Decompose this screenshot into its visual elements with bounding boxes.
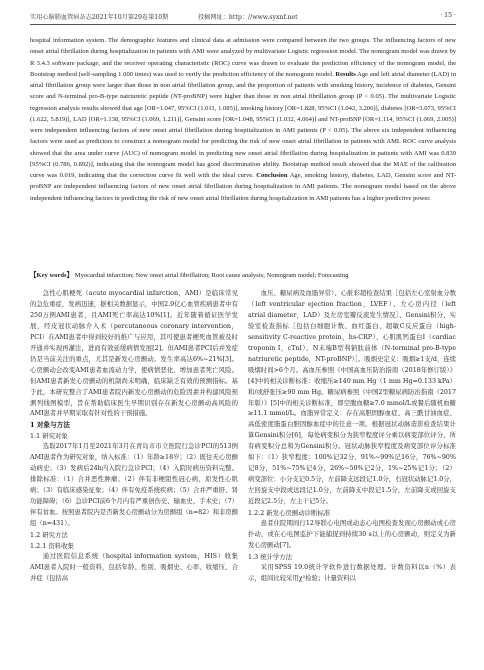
- page-header: [30, 12, 456, 28]
- conclusion-label: Conclusion: [256, 172, 288, 179]
- diagnosis-paragraph: 患者住院期间行12导联心电图或动态心电图检查发现心房颤动或心房扑动，或在心电图监护下能捕捉到持续30 s以上的心房颤动，则定义为新发心房颤动[7]。: [248, 520, 456, 549]
- subsection-heading-statistics: 1.3 统计学方法: [248, 552, 293, 561]
- subsection-heading-diagnosis: 1.2.2 新发心房颤动诊断标准: [248, 509, 331, 518]
- journal-title: 实用心脑肺血管病杂志2021年10月第29卷第10期: [30, 14, 169, 21]
- body-column-right: [248, 289, 456, 585]
- data-collection-continued-paragraph: 血压、糖尿病及血脂异常）、心脏彩超检查结果［包括左心室射血分数（left ventricular ejection fraction，LVEF）、左心房内径（left atrial diameter，LAD）及左房室瓣反流发生情况］、Gensini积分、实验室检查指标［包括白细胞计数、血红蛋白、超敏C反应蛋白（high-sensitivity C-reactive protein，hs-CRP）、心肌肌钙蛋白I（cardiac troponin I，cTnI）、N末端B型利钠肽前体（N-terminal pro-B-type natriuretic peptide，NT-proBNP）］。吸烟史定义：吸烟≥1支/d，连续吸烟时间>6个月。高血压参照《中国高血压防治指南（2018年修订版）》[4]中的相关诊断标准：收缩压≥140 mm Hg（1 mm Hg=0.133 kPa）和/或舒张压≥90 mm Hg。糖尿病参照《中国2型糖尿病防治指南（2017年版）》[5]中的相关诊断标准，即空腹血糖≥7.0 mmol/L或餐后随机血糖≥11.1 mmol/L。血脂异常定义：存在高胆固醇血症、高三酰甘油血症、高低密度脂蛋白胆固醇血症中的任意一项。根据冠状动脉造影检查结果计算Gensini积分[6]，每处病变积分为狭窄程度评分乘以病变部位评分，所有病变积分总和为Gensini积分。冠状动脉狭窄程度及病变部位评分标准如下：（1）狭窄程度：100%记32分，91%~99%记16分，76%~90%记8分，51%~75%记4分，26%~50%记2分，1%~25%记1分；（2）病变部位：小分支记0.5分，左前降支远段记1.0分，右冠状动脉记1.0分，左回旋支中段或远段记1.0分，左前降支中段记1.5分，左前降支或回旋支近段记2.5分，左主干记5分。: [248, 290, 456, 506]
- section-heading-methods: 1 对象与方法: [30, 421, 70, 430]
- results-label: Results: [335, 70, 356, 78]
- abstract-results-text: Age and left atrial diameter (LAD) in atrial fibrillation group were larger than those in non atrial fibrillation group, and the proportion of patients with smoking history, incidence of diabetes, Gensini score and N-terminal pro-B-type natriuretic peptide (NT-proBNP) were higher than those in non atrial fibrillation group (P < 0.05). The multivariate Logistic regression analysis results showed that age [OR=1.047, 95%CI (1.011, 1.085)], smoking history [OR=1.828, 95%CI (1.042, 3.206)], diabetes [OR=3.073, 95%CI (1.622, 5.819)], LAD [OR=1.138, 95%CI (1.069, 1.211)], Gensini score [OR=1.048, 95%CI (1.032, 4.064)] and NT-proBNP [OR=1.114, 95%CI (1.069, 2.005)] were independent influencing factors of new onset atrial fibrillation during hospitalization in AMI patients (P < 0.05). The above six independent influencing factors were used as predictors to construct a nomogram model for predicting the risk of new onset atrial fibrillation in patients with AMI. ROC curve analysis showed that the area under curve (AUC) of nomogram model in predicting new onset atrial fibrillation during hospitalization in patients with AMI was 0.839 [95%CI (0.786, 0.892)], indicating that the nomogram model has good discrimination ability. Bootstrap method result showed that the MAE of the calibration curve was 0.019, indicating that the correction curve fit well with the ideal curve.: [30, 70, 456, 179]
- data-collection-paragraph: 通过医院信息系统（hospital information system，HIS）收集AMI患者入院时一般资料，包括年龄、性别、吸烟史、心率、收缩压、合并症（包括高: [30, 552, 238, 582]
- subsection-heading-methods: 1.2 研究方法: [30, 530, 68, 539]
- subjects-paragraph: 选取2017年1月至2021年3月在青岛市市立医院行急诊PCI的513例AMI患者作为研究对象，纳入标准：（1）年龄≥18岁；（2）既往无心房颤动病史；（3）发病后24h内入院行急诊PCI；（4）入院时病历资料完整。排除标准：（1）合并恶性肿瘤；（2）伴有非梗阻性冠心病、原发性心肌病；（3）有临床感染征象；（4）伴有免疫系统疾病；（5）合并严重肝、肾功能障碍；（6）急诊PCI前6个月内有严重创伤史、输血史、手术史；（7）伴有贫血。按照患者院内是否新发心房颤动分为房颤组（n=82）和非房颤组（n=431）。: [30, 443, 238, 528]
- intro-paragraph: 急性心肌梗死（acute myocardial infarction，AMI）是临床常见的急危重症，发病迅速，据相关数据显示，中国2.9亿心血管疾病患者中有250万例AMI患者，且AMI死亡率高达10%[1]。近年随着循证医学发展，经皮冠状动脉介入术（percutaneous coronary intervention，PCI）在AMI患者中得到较好的推广与应用，其可使患者梗死血管被及时开通并实现再灌注，进而有效延缓病情发展[2]。但AMI患者PCI后并发症仍是当前关注的重点，尤其是新发心房颤动。发生率高达6%~21%[3]。心房颤动会改变AMI患者血流动力学，使病情恶化，增加患者死亡风险。但AMI患者新发心房颤动的机制尚未明确，临床缺乏有效的预测指标。基于此，本研究整合了AMI患者院内新发心房颤动的危险因素并构建风险预测列线图模型，旨在帮助临床医生早期识别存在新发心房颤动高风险的AMI患者并早期采取有针对性的干预措施。: [30, 290, 238, 418]
- keywords-text: Myocardial infarction; New onset atrial fibrillation; Root cause analysis; Nomogram model; Forecasting: [74, 272, 349, 279]
- keywords-label: 【Key words】: [30, 272, 74, 279]
- subsection-heading-data-collection: 1.2.1 资料收集: [30, 541, 74, 550]
- statistics-paragraph: 采用SPSS 19.0统计学软件进行数据处理。计数资料以n（%）表示，组间比较采用χ²检验；计量资料以: [248, 563, 456, 582]
- header-rule: [30, 24, 456, 25]
- page-number: · 15 ·: [440, 12, 456, 19]
- subsection-heading-subjects: 1.1 研究对象: [30, 432, 68, 441]
- abstract-methods-text: hospital information system. The demographic features and clinical data at admission were compared between the two groups. The influencing factors of new onset atrial fibrillation during hospitalization in patients with AMI were analyzed by multivariate Logistic regression model. The nomogram model was drawn by R 3.4.3 software package, and the receiver operating characteristic (ROC) curve was drawn to evaluate the prediction efficiency of the nomogram model, the Bootstrap method (self-sampling 1 000 times) was used to verify the prediction efficiency of the nomogram model.: [30, 37, 456, 78]
- keywords-line: [30, 270, 456, 281]
- journal-url[interactable]: 投稿网址：http：//www.syxnf.net: [198, 14, 298, 21]
- english-abstract: [30, 35, 456, 204]
- body-column-left: [30, 289, 238, 585]
- abstract-conclusion-text: Age, smoking history, diabetes, LAD, Gensini score and NT-proBNP are independent influencing factors of new onset atrial fibrillation during hospitalization in AMI patients. The nomogram model based on the above independent influencing factors in predicting the risk of new onset atrial fibrillation during hospitalization in AMI patients has a higher predictive power.: [30, 172, 457, 202]
